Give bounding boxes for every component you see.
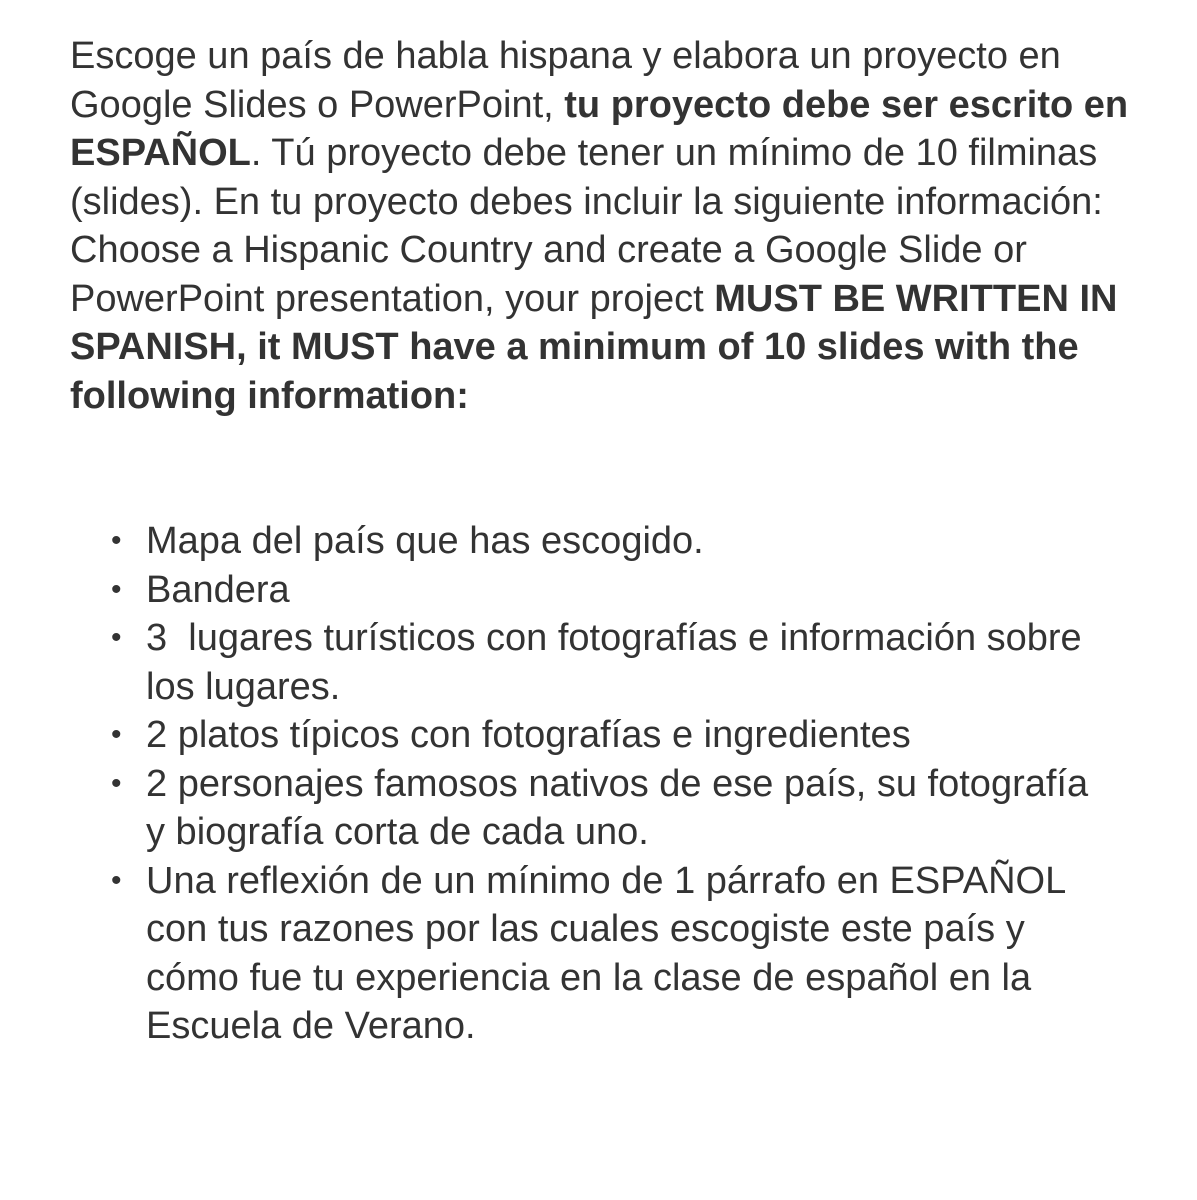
section-spacer — [70, 420, 1150, 517]
spanish-instructions-bold: tu proyecto debe ser escrito en ESPAÑOL — [70, 83, 1129, 174]
list-item-text: 2 platos típicos con fotografías e ingredientes — [146, 714, 911, 756]
bullet-icon: • — [111, 572, 122, 606]
list-item-text: Mapa del país que has escogido. — [146, 520, 704, 562]
bullet-icon: • — [111, 718, 122, 751]
english-instructions — [70, 226, 1150, 420]
list-item — [111, 857, 1106, 1051]
list-item — [111, 711, 1106, 760]
bullet-icon: • — [111, 621, 122, 654]
requirements-list — [70, 517, 1106, 1051]
spanish-instructions-text: Escoge un país de habla hispana y elabora un proyecto en Google Slides o PowerPoint, — [70, 35, 1061, 126]
bullet-icon: • — [111, 766, 122, 800]
list-item — [111, 760, 1106, 857]
bullet-icon: • — [111, 863, 122, 897]
english-instructions-text: Choose a Hispanic Country and create a Google Slide or PowerPoint presentation, your project — [70, 229, 1027, 320]
list-item-text: 3 lugares turísticos con fotografías e información sobre los lugares. — [146, 617, 1093, 708]
spanish-instructions-text-end: . Tú proyecto debe tener un mínimo de 10 filminas (slides). En tu proyecto debes incluir la siguiente información: — [70, 132, 1103, 223]
english-instructions-bold: MUST BE WRITTEN IN SPANISH, it MUST have a minimum of 10 slides with the following information: — [70, 277, 1118, 417]
spanish-instructions — [70, 32, 1150, 226]
list-item — [111, 566, 1106, 615]
list-item — [111, 614, 1106, 711]
list-item — [111, 517, 1106, 566]
list-item-text: Bandera — [146, 568, 290, 611]
list-item-text: Una reflexión de un mínimo de 1 párrafo en ESPAÑOL con tus razones por las cuales escogiste este país y cómo fue tu experiencia en la clase de español en la Escuela de Verano. — [146, 859, 1065, 1047]
list-item-text: 2 personajes famosos nativos de ese país, su fotografía y biografía corta de cada uno. — [146, 762, 1089, 853]
assignment-document — [70, 32, 1150, 1051]
bullet-icon: • — [111, 524, 122, 557]
